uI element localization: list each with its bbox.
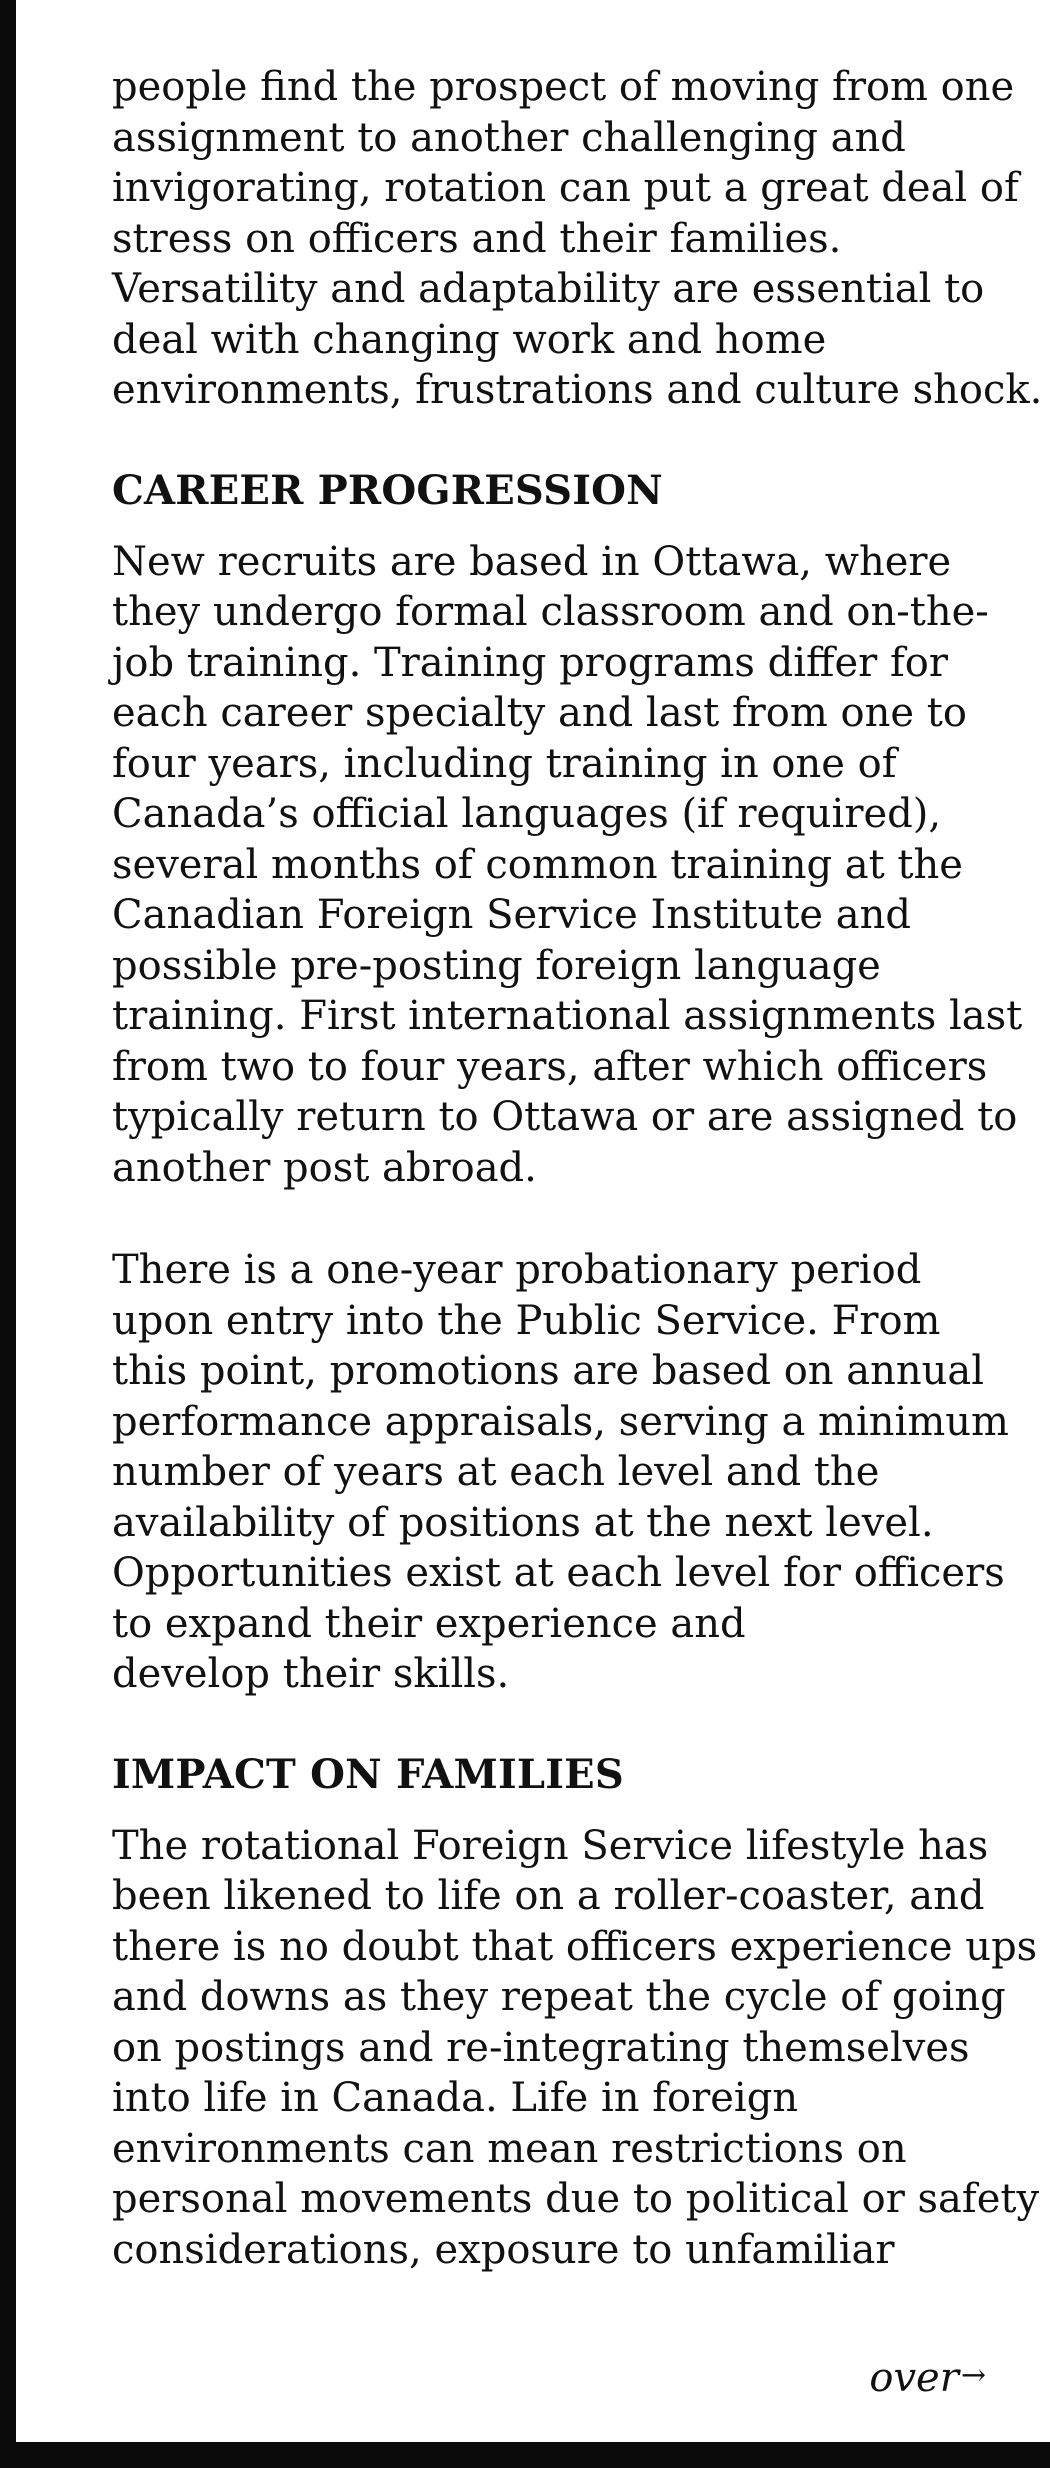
- career-progression-paragraph-1: [112, 537, 1023, 1194]
- text-line: Canadian Foreign Service Institute and: [112, 892, 911, 938]
- impact-on-families-heading: IMPACT ON FAMILIES: [112, 1750, 624, 1798]
- text-line: another post abroad.: [112, 1144, 537, 1191]
- impact-on-families-paragraph: [112, 1821, 1040, 2276]
- text-line: deal with changing work and home: [112, 316, 827, 363]
- text-line: availability of positions at the next level.: [112, 1499, 934, 1546]
- intro-paragraph: [112, 62, 1043, 416]
- text-line: Versatility and adaptability are essential to: [112, 266, 985, 312]
- career-progression-paragraph-2: [112, 1245, 1012, 1700]
- left-page-border: [0, 0, 16, 2468]
- text-line: stress on officers and their families.: [112, 215, 842, 262]
- text-line: four years, including training in one of: [112, 740, 897, 787]
- text-line: and downs as they repeat the cycle of going: [112, 1974, 1006, 2020]
- text-line: from two to four years, after which officers: [112, 1043, 988, 1090]
- over-label: over: [869, 2355, 959, 2401]
- text-line: The rotational Foreign Service lifestyle has: [112, 1822, 989, 1869]
- text-line: each career specialty and last from one to: [112, 690, 967, 736]
- text-line: typically return to Ottawa or are assigned to: [112, 1094, 1018, 1140]
- text-line: Canada’s official languages (if required),: [112, 791, 942, 837]
- text-line: training. First international assignments last: [112, 993, 1023, 1039]
- bottom-page-border: [0, 2442, 1050, 2468]
- text-line: assignment to another challenging and: [112, 114, 906, 161]
- text-line: to expand their experience and: [112, 1600, 746, 1647]
- text-line: environments, frustrations and culture shock.: [112, 367, 1043, 413]
- text-line: upon entry into the Public Service. From: [112, 1297, 941, 1344]
- text-line: considerations, exposure to unfamiliar: [112, 2226, 895, 2273]
- text-line: on postings and re-integrating themselves: [112, 2024, 970, 2071]
- text-line: develop their skills.: [112, 1651, 510, 1697]
- career-progression-heading: CAREER PROGRESSION: [112, 466, 663, 514]
- text-line: environments can mean restrictions on: [112, 2125, 907, 2172]
- right-arrow-icon: →: [960, 2358, 986, 2393]
- text-line: there is no doubt that officers experience ups: [112, 1923, 1038, 1970]
- text-line: this point, promotions are based on annual: [112, 1348, 985, 1394]
- text-line: There is a one-year probationary period: [112, 1247, 922, 1293]
- text-line: several months of common training at the: [112, 841, 963, 888]
- continued-over-indicator: [869, 2355, 986, 2401]
- text-line: personal movements due to political or safety: [112, 2176, 1040, 2222]
- text-line: they undergo formal classroom and on-the-: [112, 589, 989, 635]
- text-line: been likened to life on a roller-coaster, and: [112, 1873, 985, 1919]
- text-line: possible pre-posting foreign language: [112, 942, 881, 989]
- text-line: job training. Training programs differ for: [112, 639, 948, 686]
- text-line: New recruits are based in Ottawa, where: [112, 538, 952, 585]
- text-line: into life in Canada. Life in foreign: [112, 2075, 799, 2121]
- text-line: performance appraisals, serving a minimum: [112, 1398, 1009, 1445]
- text-line: number of years at each level and the: [112, 1449, 880, 1495]
- text-line: Opportunities exist at each level for officers: [112, 1550, 1005, 1596]
- text-line: invigorating, rotation can put a great deal of: [112, 165, 1019, 211]
- text-line: people find the prospect of moving from one: [112, 64, 1015, 110]
- document-page: [112, 62, 1043, 2275]
